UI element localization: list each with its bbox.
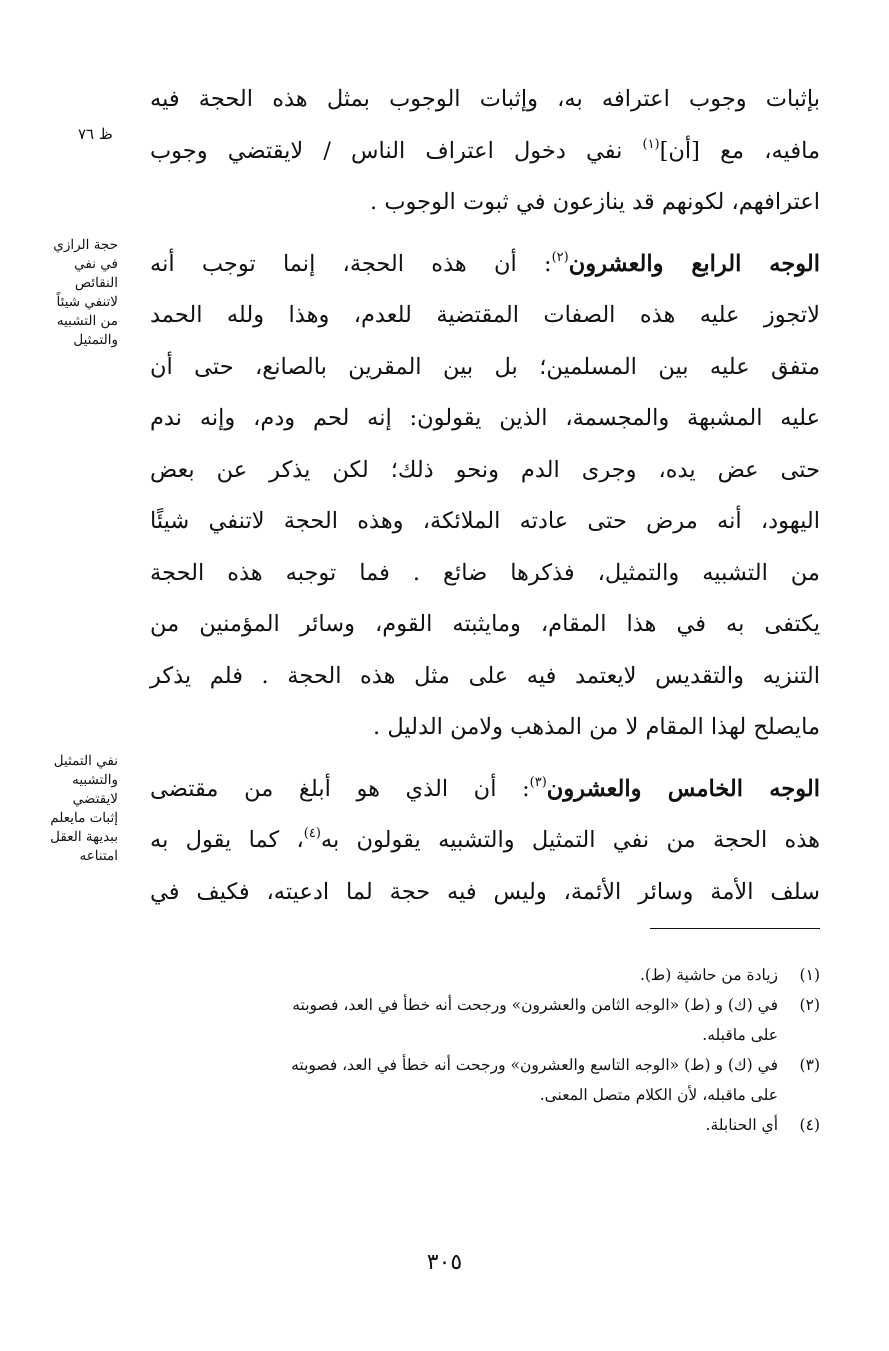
footnote-1 [148, 960, 820, 990]
footnote-text [148, 1110, 778, 1140]
footnote-ref-3[interactable]: (٣) [529, 774, 547, 790]
footnote-text [148, 960, 778, 990]
text-line [150, 126, 820, 178]
text-line: عليه المشبهة والمجسمة، الذين يقولون: إنه لحم ودم، وإنه ندم [150, 405, 820, 431]
margin-note-line: إثبات مايعلم [50, 810, 118, 826]
section-heading: الوجه الخامس والعشرون [546, 775, 821, 802]
text-line: حتى عض يده، وجرى الدم ونحو ذلك؛ لكن يذكر عن بعض [150, 456, 820, 483]
text-fragment: هذه الحجة من نفي التمثيل والتشبيه يقولون به [320, 827, 821, 853]
margin-note-line: حجة الرازي [53, 237, 118, 253]
text-line: لاتجوز عليه هذه الصفات المقتضية للعدم، وهذا ولله الحمد [150, 302, 820, 328]
text-line [150, 239, 820, 291]
footnote-2 [148, 990, 820, 1050]
text-line [150, 764, 820, 816]
text-line: من التشبيه والتمثيل، فذكرها ضائع . فما توجبه هذه الحجة [150, 559, 820, 586]
footnote-number: (٤) [799, 1116, 820, 1134]
footnote-number: (٢) [799, 996, 820, 1014]
margin-note-line: امتناعه [79, 848, 118, 864]
text-line: يكتفى به في هذا المقام، ومايثبته القوم، وسائر المؤمنين من [150, 611, 820, 637]
text-line: بإثبات وجوب اعترافه به، وإثبات الوجوب بمثل هذه الحجة فيه [150, 86, 820, 112]
text-fragment: نفي دخول اعتراف الناس / لايقتضي وجوب [150, 137, 643, 164]
footnote-line: في (ك) و (ط) «الوجه التاسع والعشرون» ورجحت أنه خطأ في العد، فصوبته [291, 1056, 778, 1074]
margin-note-line: في نفي [74, 256, 118, 272]
footnote-3 [148, 1050, 820, 1110]
text-fragment: : أن هذه الحجة، إنما توجب أنه [150, 250, 552, 277]
margin-note-line: ببديهة العقل [50, 829, 118, 845]
page-number: ٣٠٥ [426, 1250, 463, 1275]
footnote-line: زيادة من حاشية (ط). [639, 966, 778, 984]
margin-note-line: من التشبيه [56, 313, 118, 329]
margin-note-line: والتشبيه [72, 772, 118, 788]
text-line: اعترافهم، لكونهم قد ينازعون في ثبوت الوجوب . [370, 189, 820, 215]
paragraph-3 [150, 764, 820, 919]
footnote-line: على ماقبله، لأن الكلام متصل المعنى. [539, 1086, 778, 1104]
paragraph-2 [150, 239, 820, 754]
text-line: التنزيه والتقديس لايعتمد فيه على مثل هذه الحجة . فلم يذكر [150, 662, 820, 689]
text-line: مايصلح لهذا المقام لا من المذهب ولامن الدليل . [373, 714, 820, 740]
text-line: اليهود، أنه مرض حتى عادته الملائكة، وهذه الحجة لاتنفي شيئًا [150, 508, 820, 534]
footnote-line: في (ك) و (ط) «الوجه الثامن والعشرون» ورجحت أنه خطأ في العد، فصوبته [292, 996, 778, 1014]
text-line [150, 815, 820, 867]
text-fragment: مافيه، مع [أن] [659, 137, 820, 164]
text-line: متفق عليه بين المسلمين؛ بل بين المقرين بالصانع، حتى أن [150, 353, 820, 380]
footnote-line: أي الحنابلة. [705, 1116, 778, 1134]
section-heading: الوجه الرابع والعشرون [568, 250, 820, 277]
footnote-number: (٣) [799, 1056, 820, 1074]
footnote-number: (١) [799, 966, 820, 984]
margin-note-line: النقائص [74, 275, 118, 291]
text-fragment: ، كما يقول به [150, 827, 304, 853]
footnote-4 [148, 1110, 820, 1140]
margin-note-1 [22, 236, 118, 350]
footnotes [148, 960, 820, 1140]
margin-note-line: والتمثيل [73, 332, 118, 348]
footnote-ref-4[interactable]: (٤) [303, 826, 321, 841]
footnote-text [148, 1050, 778, 1110]
footnote-text [148, 990, 778, 1050]
folio-marker: ظ ٧٦ [78, 125, 113, 143]
footnote-separator [650, 928, 820, 929]
main-text [150, 74, 820, 918]
footnote-ref-2[interactable]: (٢) [551, 249, 569, 265]
text-line: سلف الأمة وسائر الأئمة، وليس فيه حجة لما ادعيته، فكيف في [150, 878, 820, 905]
paragraph-1 [150, 74, 820, 229]
footnote-line: على ماقبله. [702, 1026, 778, 1044]
margin-note-line: لايقتضي [72, 791, 118, 807]
footnote-ref-1[interactable]: (١) [642, 136, 660, 152]
text-fragment: : أن الذي هو أبلغ من مقتضى [150, 775, 530, 802]
margin-note-line: لاتنفي شيئاً [56, 294, 118, 310]
margin-note-2 [22, 752, 118, 866]
margin-note-line: نفي التمثيل [53, 753, 118, 769]
